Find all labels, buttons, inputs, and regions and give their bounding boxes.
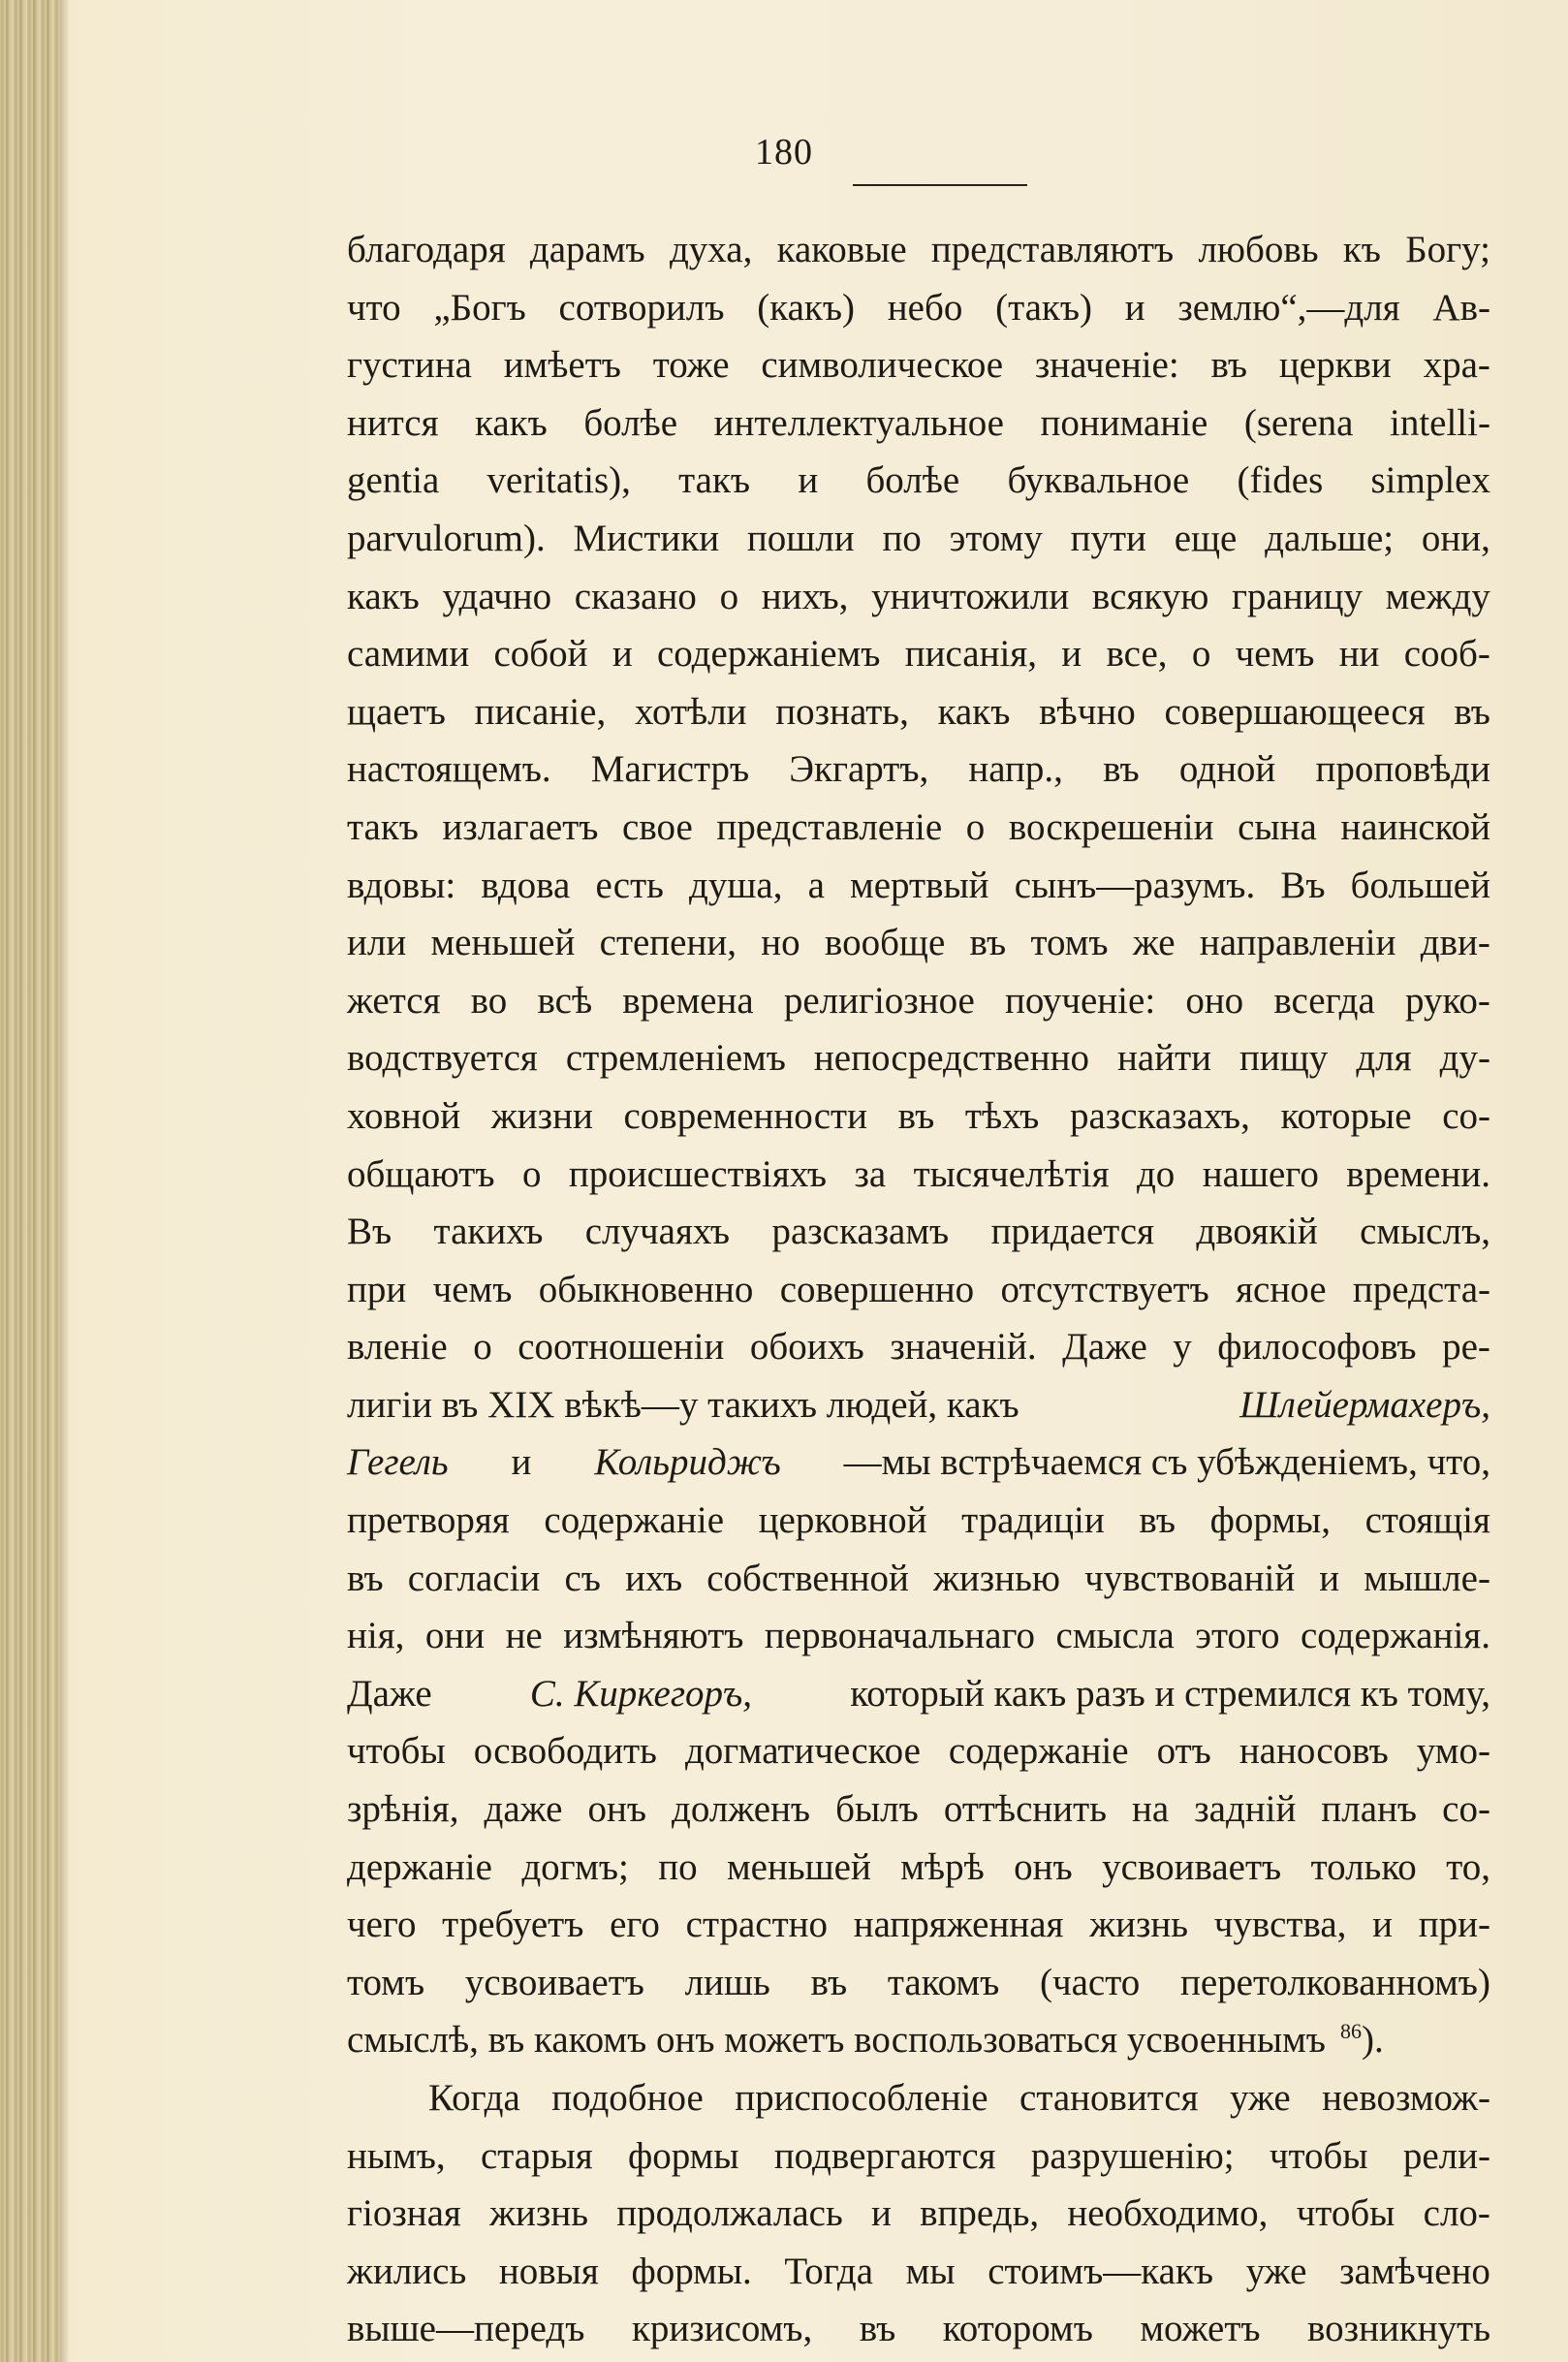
text-line: держаніе догмъ; по меньшей мѣрѣ онъ усвоиваетъ только то, xyxy=(347,1845,1490,1888)
plain-text: и xyxy=(511,1441,532,1484)
text-line: густина имѣетъ тоже символическое значеніе: въ церкви хра- xyxy=(347,344,1490,387)
paragraph-start-line: Когда подобное приспособленіе становится уже невозмож- xyxy=(428,2077,1490,2119)
plain-text: —мы встрѣчаемся съ убѣжденіемъ, что, xyxy=(843,1441,1490,1484)
text-line: щаетъ писаніе, хотѣли познать, какъ вѣчно совершающееся въ xyxy=(347,690,1490,733)
text-line: въ согласіи съ ихъ собственной жизнью чувствованій и мышле- xyxy=(347,1557,1490,1599)
text-line-mixed xyxy=(347,1665,1490,1723)
text-line-with-footnote xyxy=(347,2011,1490,2069)
plain-text: лигіи въ XIX вѣкѣ—у такихъ людей, какъ xyxy=(347,1383,1019,1426)
text-line: томъ усвоиваетъ лишь въ такомъ (часто перетолкованномъ) xyxy=(347,1961,1490,2003)
text-line: нымъ, старыя формы подвергаются разрушенію; чтобы рели- xyxy=(347,2134,1490,2177)
text-line: при чемъ обыкновенно совершенно отсутствуетъ ясное предста- xyxy=(347,1268,1490,1310)
text-line: вдовы: вдова есть душа, а мертвый сынъ—разумъ. Въ большей xyxy=(347,864,1490,906)
text-line: водствуется стремленіемъ непосредственно найти пищу для ду- xyxy=(347,1037,1490,1080)
page-number-rule xyxy=(853,184,1027,186)
text-line: выше—передъ кризисомъ, въ которомъ можетъ возникнуть xyxy=(347,2308,1490,2350)
text-line-mixed xyxy=(347,1376,1490,1434)
text-line: parvulorum). Мистики пошли по этому пути еще дальше; они, xyxy=(347,517,1490,559)
text-line: какъ удачно сказано о нихъ, уничтожили всякую границу между xyxy=(347,575,1490,617)
plain-text: который какъ разъ и стремился къ тому, xyxy=(850,1672,1490,1715)
body-text xyxy=(347,221,1490,2358)
text-line: gentia veritatis), такъ и болѣе буквальное (fides simplex xyxy=(347,459,1490,502)
text-line: нится какъ болѣе интеллектуальное пониманіе (serena intelli- xyxy=(347,401,1490,444)
page-number: 180 xyxy=(755,132,813,173)
text-line: общаютъ о происшествіяхъ за тысячелѣтія до нашего времени. xyxy=(347,1152,1490,1195)
text-line: жились новыя формы. Тогда мы стоимъ—какъ уже замѣчено xyxy=(347,2250,1490,2292)
plain-text: ). xyxy=(1361,2019,1384,2062)
plain-text: смыслѣ, въ какомъ онъ можетъ воспользоваться усвоеннымъ xyxy=(347,2019,1326,2062)
footnote-ref-86[interactable]: 86 xyxy=(1339,2019,1362,2044)
text-line: вленіе о соотношеніи обоихъ значеній. Даже у философовъ ре- xyxy=(347,1326,1490,1369)
italic-name-kierkegaard: С. Киркегоръ, xyxy=(529,1672,753,1715)
text-line: самими собой и содержаніемъ писанія, и все, о чемъ ни сооб- xyxy=(347,633,1490,676)
text-line: Въ такихъ случаяхъ разсказамъ придается двоякій смыслъ, xyxy=(347,1211,1490,1253)
text-line: зрѣнія, даже онъ долженъ былъ оттѣснить на задній планъ со- xyxy=(347,1788,1490,1831)
italic-name-schleiermacher: Шлейермахеръ, xyxy=(1239,1383,1490,1426)
italic-name-hegel: Гегель xyxy=(347,1441,449,1484)
text-line: гіозная жизнь продолжалась и впредь, необходимо, чтобы сло- xyxy=(347,2192,1490,2235)
text-line: ховной жизни современности въ тѣхъ разсказахъ, которые со- xyxy=(347,1094,1490,1137)
text-line: жется во всѣ времена религіозное поученіе: оно всегда руко- xyxy=(347,979,1490,1022)
text-line: чего требуетъ его страстно напряженная жизнь чувства, и при- xyxy=(347,1904,1490,1946)
text-line: или меньшей степени, но вообще въ томъ же направленіи дви- xyxy=(347,922,1490,964)
text-line: чтобы освободить догматическое содержаніе отъ наносовъ умо- xyxy=(347,1730,1490,1773)
text-line: такъ излагаетъ свое представленіе о воскрешеніи сына наинской xyxy=(347,805,1490,848)
text-line: что „Богъ сотворилъ (какъ) небо (такъ) и землю“,—для Ав- xyxy=(347,286,1490,329)
text-line-mixed xyxy=(347,1433,1490,1492)
text-line: претворяя содержаніе церковной традиціи въ формы, стоящія xyxy=(347,1499,1490,1542)
plain-text: Даже xyxy=(347,1672,432,1715)
text-line: нія, они не измѣняютъ первоначальнаго смысла этого содержанія. xyxy=(347,1615,1490,1657)
binding-shadow xyxy=(60,0,70,2362)
italic-name-coleridge: Кольриджъ xyxy=(594,1441,781,1484)
text-line: настоящемъ. Магистръ Экгартъ, напр., въ одной проповѣди xyxy=(347,748,1490,791)
text-line: благодаря дарамъ духа, каковые представляютъ любовь къ Богу; xyxy=(347,229,1490,270)
book-binding-edge xyxy=(0,0,60,2362)
